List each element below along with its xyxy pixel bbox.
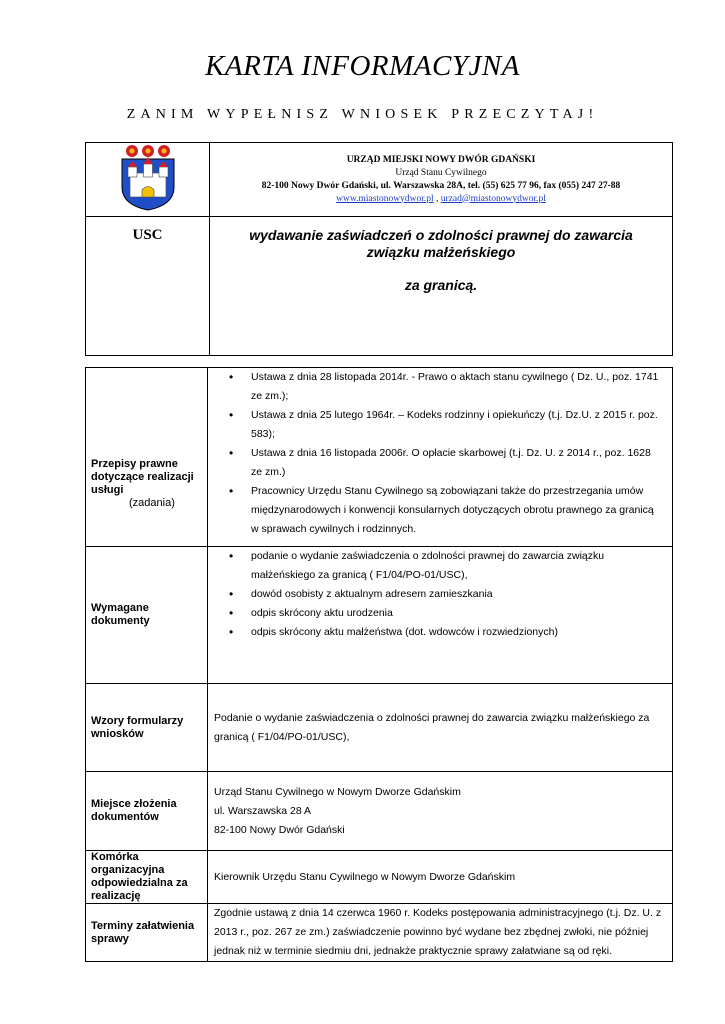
documents-list: [214, 547, 664, 642]
list-item: • Ustawa z dnia 16 listopada 2006r. O opłacie skarbowej (t.j. Dz. U. z 2014 r., poz. 1628 ze zm.): [251, 444, 664, 482]
list-item: • odpis skrócony aktu małżeństwa (dot. wdowców i rozwiedzionych): [251, 623, 664, 642]
service-line-1: wydawanie zaświadczeń o zdolności prawnej do zawarcia: [249, 227, 633, 243]
office-name: URZĄD MIEJSKI NOWY DWÓR GDAŃSKI: [346, 154, 536, 165]
list-item: • Pracownicy Urzędu Stanu Cywilnego są zobowiązani także do przestrzegania umów międzynarodowych i konwencji konsularnych dotyczących obrotu prawnego za granicą w sprawach cywilnych i rodzinnych.: [251, 482, 664, 539]
regulations-content: [208, 368, 673, 547]
regulations-label-cell: [86, 368, 208, 547]
row-regulations: [86, 368, 673, 547]
list-item: • odpis skrócony aktu urodzenia: [251, 604, 664, 623]
regulations-list: [214, 368, 664, 539]
deadlines-text: Zgodnie ustawą z dnia 14 czerwca 1960 r. Kodeks postępowania administracyjnego (t.j. Dz. U. z 2013 r., poz. 267 ze zm.) zaświadczenie powinno być wydane bez zbędnej zwłoki, nie później jednak niż w terminie siedmiu dni, jednakże praktycznie sprawy załatwiane są od ręki.: [208, 904, 673, 962]
submission-line: ul. Warszawska 28 A: [214, 804, 312, 817]
submission-line: Urząd Stanu Cywilnego w Nowym Dworze Gdańskim: [214, 785, 461, 798]
info-table: [85, 367, 673, 962]
forms-text: Podanie o wydanie zaświadczenia o zdolności prawnej do zawarcia związku małżeńskiego za granicą ( F1/04/PO-01/USC),: [208, 684, 673, 772]
regulations-label: Przepisy prawne dotyczące realizacji usługi: [91, 458, 194, 496]
submission-line: 82-100 Nowy Dwór Gdański: [214, 823, 345, 836]
row-unit: [86, 851, 673, 904]
website-link[interactable]: www.miastonowydwor.pl: [336, 193, 434, 204]
service-title: [210, 217, 673, 356]
logo-cell: [86, 143, 210, 217]
office-unit: Urząd Stanu Cywilnego: [395, 167, 487, 178]
documents-content: [208, 547, 673, 684]
forms-label: Wzory formularzy wniosków: [86, 684, 208, 772]
page-title: KARTA INFORMACYJNA: [205, 50, 520, 82]
service-line-3: za granicą.: [404, 277, 478, 293]
page-subtitle: ZANIM WYPEŁNISZ WNIOSEK PRZECZYTAJ!: [126, 107, 599, 122]
row-deadlines: [86, 904, 673, 962]
usc-label: USC: [86, 217, 210, 356]
documents-label: Wymagane dokumenty: [86, 547, 208, 684]
submission-content: [208, 772, 673, 851]
row-forms: [86, 684, 673, 772]
submission-label: Miejsce złożenia dokumentów: [86, 772, 208, 851]
office-address: 82-100 Nowy Dwór Gdański, ul. Warszawska 28A, tel. (55) 625 77 96, fax (055) 247 27-88: [261, 180, 621, 191]
list-item: • Ustawa z dnia 25 lutego 1964r. – Kodeks rodzinny i opiekuńczy (t.j. Dz.U. z 2015 r. poz. 583);: [251, 406, 664, 444]
coat-of-arms-icon: [118, 143, 178, 211]
list-item: • podanie o wydanie zaświadczenia o zdolności prawnej do zawarcia związku małżeńskiego za granicą ( F1/04/PO-01/USC),: [251, 547, 664, 585]
row-documents: [86, 547, 673, 684]
office-info: [210, 143, 673, 217]
unit-text: Kierownik Urzędu Stanu Cywilnego w Nowym Dworze Gdańskim: [208, 851, 673, 904]
list-item: • dowód osobisty z aktualnym adresem zamieszkania: [251, 585, 664, 604]
link-separator: ,: [433, 193, 441, 204]
row-submission: [86, 772, 673, 851]
unit-label: Komórka organizacyjna odpowiedzialna za realizację: [86, 851, 208, 904]
service-line-2: związku małżeńskiego: [366, 244, 516, 260]
email-link[interactable]: urzad@miastonowydwor.pl: [440, 193, 546, 204]
regulations-label-extra: (zadania): [129, 497, 175, 509]
list-item: • Ustawa z dnia 28 listopada 2014r. - Prawo o aktach stanu cywilnego ( Dz. U., poz. 1741 ze zm.);: [251, 368, 664, 406]
header-table: [85, 142, 673, 356]
deadlines-label: Terminy załatwienia sprawy: [86, 904, 208, 962]
